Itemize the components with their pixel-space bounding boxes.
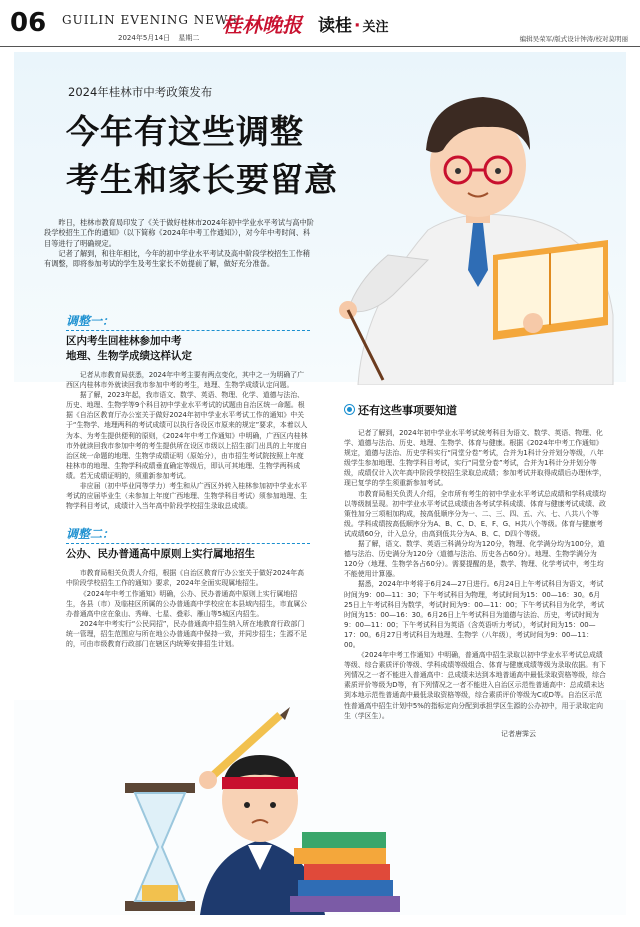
headline-line-2: 考生和家长要留意 bbox=[66, 160, 338, 199]
issue-weekday: 星期二 bbox=[178, 34, 200, 42]
bullet-icon bbox=[344, 404, 355, 415]
body-paragraph: 据了解，语文、数学、英语三科满分均为120分，物理、化学满分均为100分，道德与法治、历史满分为120分（道德与法治、历史各占60分）。地理、生物学满分为120分（地理、生物学各占60分）。需要提醒的是，数学、物理、化学考试中，考生均不能使用计算器。 bbox=[344, 540, 605, 579]
body-paragraph: 市教育局相关负责人介绍，根据《自治区教育厅办公室关于做好2024年高中阶段学校招生工作的通知》要求，2024年全面实现属地招生。 bbox=[66, 569, 305, 588]
section1-body bbox=[66, 370, 310, 511]
body-paragraph: 《2024年中考工作通知》明确，公办、民办普通高中原则上实行属地招生，各县（市）及临桂区所属的公办普通高中学校应在本县域内招生，市直属公办普通高中应在象山、秀峰、七星、叠彩、雁山等5城区内招生。 bbox=[66, 589, 308, 618]
intro-paragraph: 记者了解到，和往年相比，今年的初中学业水平考试及高中阶段学校招生工作稍有调整，即将参加考试的学生及考生家长不妨提前了解，做好充分准备。 bbox=[44, 248, 310, 269]
section3-heading bbox=[344, 402, 606, 418]
byline: 记者唐霁云 bbox=[501, 729, 536, 738]
section1-tag: 调整一： bbox=[66, 312, 310, 331]
paper-name-en: GUILIN EVENING NEWS bbox=[62, 13, 238, 27]
section2-body bbox=[66, 568, 310, 649]
section-dot: · bbox=[354, 16, 361, 36]
section1-sub-line2: 地理、生物学成绩这样认定 bbox=[66, 350, 192, 362]
body-paragraph: 据悉，2024年中考将于6月24—27日进行。6月24日上午考试科目为语文，考试时间为9：00—11：30；下午考试科目为物理，考试时间为15：00—16：30。6月25日上午考试科目为数学，考试时间为9：00—11：00；下午考试科目为化学，考试时间为15：00—16：30。6月26日上午考试科目为道德与法治、历史，考试时间为9：00—11：00；下午考试科目为英语（含英语听力考试），考试时间为15：00—17：00。6月27日考试科目为地理、生物学（八年级），考试时间为9：00—11：00。 bbox=[344, 580, 604, 649]
body-paragraph: 非应届（初中毕业同等学力）考生和从广西区外转入桂林参加初中学业水平考试的应届毕业生（未参加上年度广西地理、生物学科目考试）须参加地理、生物学科目考试，成绩计入当年高中阶段学校招生录取总成绩。 bbox=[66, 482, 308, 511]
section2-tag: 调整二： bbox=[66, 525, 310, 544]
body-paragraph: 2024年中考实行“公民同招”，民办普通高中招生纳入所在地教育行政部门统一管理，招生范围应与所在地公办普通高中保持一致，并同步招生；生源不足的，可由市级教育行政部门在辖区内统筹安排招生计划。 bbox=[66, 619, 308, 648]
masthead-logo: 桂林晚报 bbox=[222, 13, 302, 37]
body-paragraph: 记者了解到，2024年初中学业水平考试统考科目为语文、数学、英语、物理、化学、道德与法治、历史、地理、生物学、体育与健康。根据《2024年中考工作通知》规定，道德与法治、历史学科实行“同堂分卷”考试，合并为1科计分并划分等级，八年级学生参加地理、生物学科目考试，实行“同堂分卷”考试，合并为1科计分并划分等级，成绩仅计入次年高中阶段学校招生录取总成绩；参加考试并取得成绩后办理休学，现已复学的学生须重新参加考试。 bbox=[344, 429, 606, 488]
page-header bbox=[0, 0, 640, 47]
section-main: 读桂 bbox=[318, 16, 352, 36]
headline-line-1: 今年有这些调整 bbox=[66, 112, 304, 151]
page-number: 06 bbox=[10, 8, 47, 38]
section-title bbox=[318, 11, 388, 36]
issue-date: 2024年5月14日 bbox=[118, 34, 171, 42]
body-paragraph: 市教育局相关负责人介绍，全市所有考生的初中学业水平考试总成绩和学科成绩均以等级制呈现。初中学业水平考试总成绩由各考试学科成绩、体育与健康考试成绩、政策性加分三项相加构成，按高低顺序分为一、二、三、四、五、六、七、八共八个等级。学科成绩按高低顺序分为A、B、C、D、E、F、G、H共八个等级。体育与健康考试成绩60分，计入总分，由高到低共分为A、B、C、D四个等级。 bbox=[344, 489, 606, 538]
dateline bbox=[118, 33, 205, 43]
article-intro bbox=[44, 218, 314, 269]
right-column bbox=[344, 402, 606, 739]
teacher-illustration bbox=[318, 55, 618, 385]
section-sub: 关注 bbox=[362, 20, 389, 35]
body-paragraph: 记者从市教育局获悉，2024年中考主要有两点变化，其中之一为明确了广西区内桂林市外就读回我市参加中考的考生，地理、生物学成绩认定问题。 bbox=[66, 371, 305, 390]
intro-paragraph: 昨日，桂林市教育局印发了《关于做好桂林市2024年初中学业水平考试与高中阶段学校招生工作的通知》（以下简称《2024年中考工作通知》），对今年中考时间、科目等进行了明确规定。 bbox=[44, 218, 314, 248]
section1-subheading bbox=[66, 334, 310, 364]
books-illustration bbox=[290, 820, 400, 915]
section3-heading-text: 还有这些事项要知道 bbox=[358, 404, 457, 417]
article-kicker: 2024年桂林市中考政策发布 bbox=[68, 85, 213, 99]
left-column bbox=[66, 310, 310, 649]
article-headline bbox=[66, 108, 338, 204]
body-paragraph: 《2024年中考工作通知》中明确，普通高中招生录取以初中学业水平考试总成绩等级、综合素质评价等级、学科成绩等级组合、体育与健康成绩等级为录取依据。有下列情况之一者不能进入普通高中：总成绩未达到本地普通高中最低录取资格等级，综合素质评价等级为D等，有下列情况之一者不能进入自治区示范性普通高中：总成绩未达到本地示范性普通高中最低录取资格等级，综合素质评价等级为C或D等。自治区示范性普通高中招生计划中5%的指标定向分配到承担学区生源的公办初中，用于录取定向生（学区生）。 bbox=[344, 651, 606, 720]
section2-subheading: 公办、民办普通高中原则上实行属地招生 bbox=[66, 548, 255, 561]
editors-credit: 编辑吴荣军/版式设计钟涛/校对莫明丽 bbox=[519, 35, 628, 43]
section1-sub-line1: 区内考生回桂林参加中考 bbox=[66, 335, 182, 347]
body-paragraph: 据了解，2023年起，我市语文、数学、英语、物理、化学、道德与法治、历史、地理、生物学等9个科目初中学业水平考试的试题由自治区统一命题。根据《自治区教育厅办公室关于做好2024年初中学业水平考试工作的通知》中关于“生物学、地理两科的考试成绩可以执行各设区市原来的规定”要求，本着以人为本、为考生提供便利的原则，《2024年中考工作通知》中明确，广西区内桂林市外就读回我市参加中考的考生提供所在设区市级以上招生部门出具的上年度自治区统一命题的地理、生物学成绩证明（原始分），由市招生考试院按照上年度桂林市的地理、生物学科成绩垂直确定等级后，即认可其地理、生物学两科成绩。若无成绩证明的，须重新参加考试。 bbox=[66, 391, 308, 480]
section3-body bbox=[344, 428, 606, 721]
